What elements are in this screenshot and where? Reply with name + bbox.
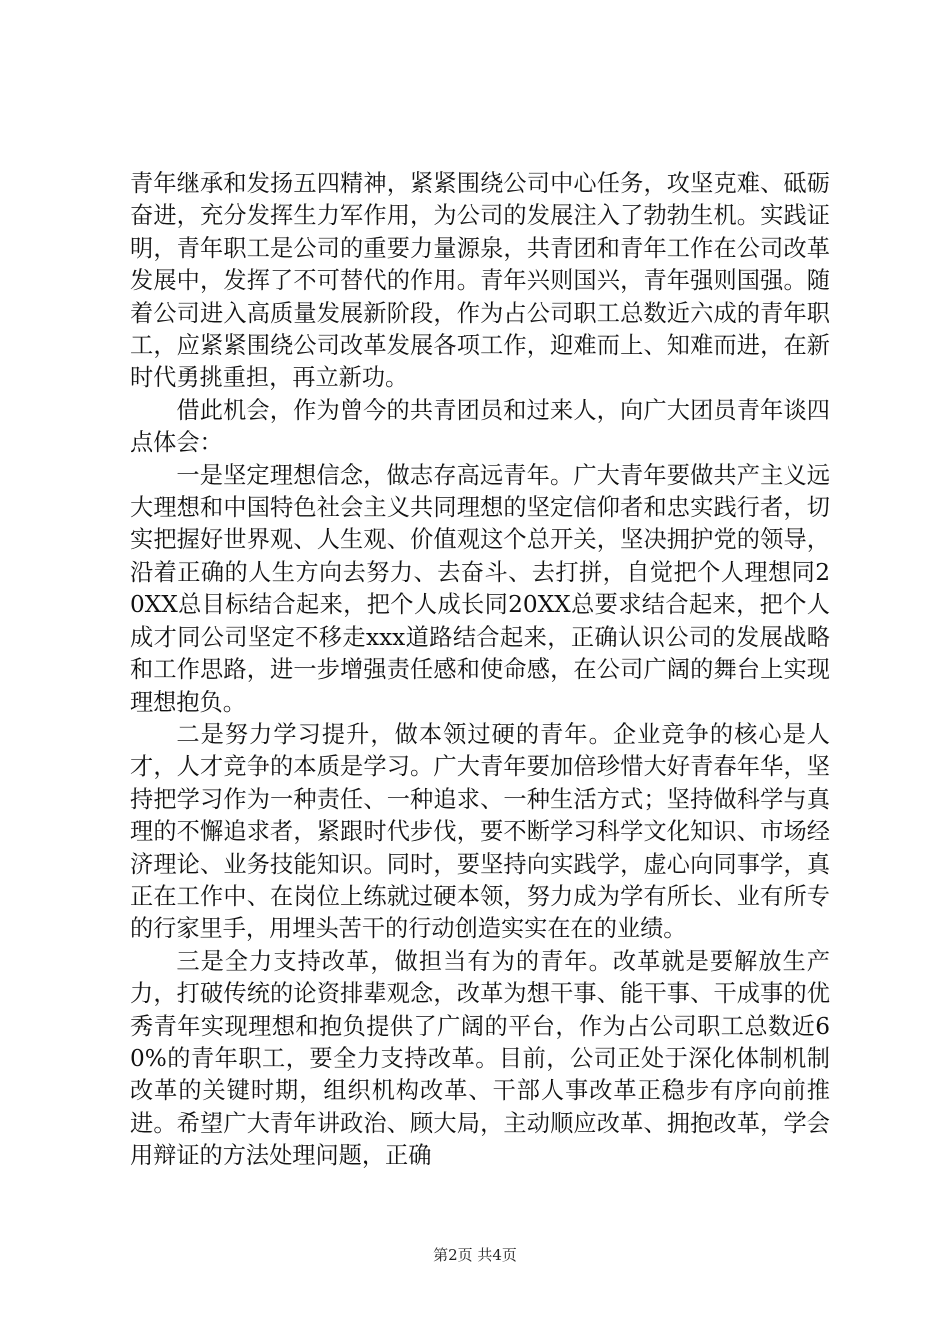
page-footer: 第2页 共4页 bbox=[433, 1246, 517, 1264]
paragraph-point-one: 一是坚定理想信念，做志存高远青年。广大青年要做共产主义远大理想和中国特色社会主义共同理想的坚定信仰者和忠实践行者，切实把握好世界观、人生观、价值观这个总开关，坚决拥护党的领导，沿着正确的人生方向去努力、去奋斗、去打拼，自觉把个人理想同20XX总目标结合起来，把个人成长同20XX总要求结合起来，把个人成才同公司坚定不移走xxx道路结合起来，正确认识公司的发展战略和工作思路，进一步增强责任感和使命感，在公司广阔的舞台上实现理想抱负。 bbox=[130, 461, 830, 716]
paragraph-point-three: 三是全力支持改革，做担当有为的青年。改革就是要解放生产力，打破传统的论资排辈观念，改革为想干事、能干事、干成事的优秀青年实现理想和抱负提供了广阔的平台，作为占公司职工总数近60%的青年职工，要全力支持改革。目前，公司正处于深化体制机制改革的关键时期，组织机构改革、干部人事改革正稳步有序向前推进。希望广大青年讲政治、顾大局，主动顺应改革、拥抱改革，学会用辩证的方法处理问题，正确 bbox=[130, 947, 830, 1170]
paragraph-intro: 借此机会，作为曾今的共青团员和过来人，向广大团员青年谈四点体会： bbox=[130, 396, 830, 457]
paragraph-continuation: 青年继承和发扬五四精神，紧紧围绕公司中心任务，攻坚克难、砥砺奋进，充分发挥生力军作用，为公司的发展注入了勃勃生机。实践证明，青年职工是公司的重要力量源泉，共青团和青年工作在公司改革发展中，发挥了不可替代的作用。青年兴则国兴，青年强则国强。随着公司进入高质量发展新阶段，作为占公司职工总数近六成的青年职工，应紧紧围绕公司改革发展各项工作，迎难而上、知难而进，在新时代勇挑重担，再立新功。 bbox=[130, 170, 830, 392]
document-body bbox=[130, 168, 830, 1173]
paragraph-point-two: 二是努力学习提升，做本领过硬的青年。企业竞争的核心是人才，人才竞争的本质是学习。广大青年要加倍珍惜大好青春年华，坚持把学习作为一种责任、一种追求、一种生活方式；坚持做科学与真理的不懈追求者，紧跟时代步伐，要不断学习科学文化知识、市场经济理论、业务技能知识。同时，要坚持向实践学，虚心向同事学，真正在工作中、在岗位上练就过硬本领，努力成为学有所长、业有所专的行家里手，用埋头苦干的行动创造实实在在的业绩。 bbox=[130, 720, 830, 943]
